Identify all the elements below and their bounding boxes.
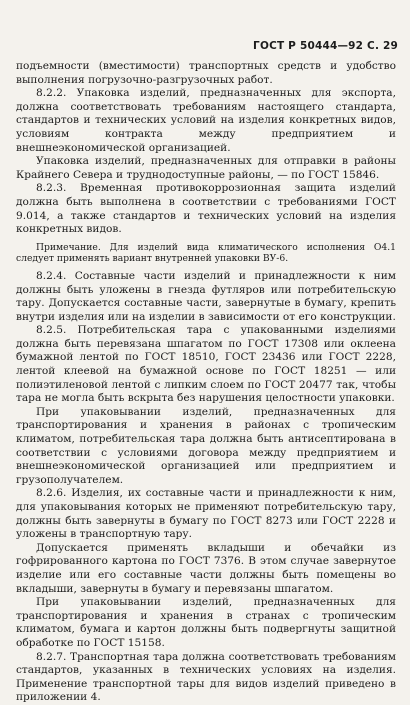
paragraph-far-north: Упаковка изделий, предназначенных для отправки в районы Крайнего Севера и труднодоступные районы, — по ГОСТ 15846. (16, 155, 396, 181)
paragraph-8-2-4: 8.2.4. Составные части изделий и принадлежности к ним должны быть уложены в гнезда футляров или потребительскую тару. Допускается составные части, завернутые в бумагу, крепить внутри изделия или на изделии в зависимости от его конструкции. (16, 269, 396, 323)
paragraph-8-2-2: 8.2.2. Упаковка изделий, предназначенных для экспорта, должна соответствовать требованиям настоящего стандарта, стандартов и технических условий на изделия конкретных видов, условиям контракта между предприятием и внешнеэкономической организацией. (16, 87, 396, 154)
paragraph-inserts: Допускается применять вкладыши и обечайки из гофрированного картона по ГОСТ 7376. В этом случае завернутое изделие или его составные части должны быть помещены во вкладыши, завернуты в бумагу и перевязаны шпагатом. (16, 541, 396, 595)
paragraph-8-2-6: 8.2.6. Изделия, их составные части и принадлежности к ним, для упаковывания которых не применяют потребительскую тару, должны быть завернуты в бумагу по ГОСТ 8273 или ГОСТ 2228 и уложены в транспортную тару. (16, 487, 396, 541)
paragraph-8-2-5: 8.2.5. Потребительская тара с упакованными изделиями должна быть перевязана шпагатом по ГОСТ 17308 или оклеена бумажной лентой по ГОСТ 18510, ГОСТ 23436 или ГОСТ 2228, лентой клеевой на бумажной основе по ГОСТ 18251 — или полиэтиленовой лентой с липким слоем по ГОСТ 20477 так, чтобы тара не могла быть вскрыта без нарушения целостности упаковки. (16, 324, 396, 405)
paragraph-continuation: подъемности (вместимости) транспортных средств и удобство выполнения погрузочно-разгрузочных работ. (16, 60, 396, 86)
paragraph-tropical-packaging: При упаковывании изделий, предназначенных для транспортирования и хранения в районах с тропическим климатом, потребительская тара должна быть антисептирована в соответствии с условиями договора между предприятием и внешнеэкономической организацией или предприятием и грузополучателем. (16, 405, 396, 486)
document-body (16, 60, 396, 705)
paragraph-8-2-7: 8.2.7. Транспортная тара должна соответствовать требованиям стандартов, указанных в технических условиях на изделия. Применение транспортной тары для видов изделий приведено в приложении 4. (16, 650, 396, 704)
note-climatic: Примечание. Для изделий вида климатического исполнения О4.1 следует применять вариант внутренней упаковки ВУ-6. (16, 241, 396, 265)
paragraph-tropical-paper: При упаковывании изделий, предназначенных для транспортирования и хранения в странах с тропическим климатом, бумага и картон должны быть подвергнуты защитной обработке по ГОСТ 15158. (16, 596, 396, 649)
paragraph-8-2-3: 8.2.3. Временная противокоррозионная защита изделий должна быть выполнена в соответствии с требованиями ГОСТ 9.014, а также стандартов и технических условий на изделия конкретных видов. (16, 182, 396, 236)
page-header: ГОСТ Р 50444—92 С. 29 (253, 40, 398, 52)
